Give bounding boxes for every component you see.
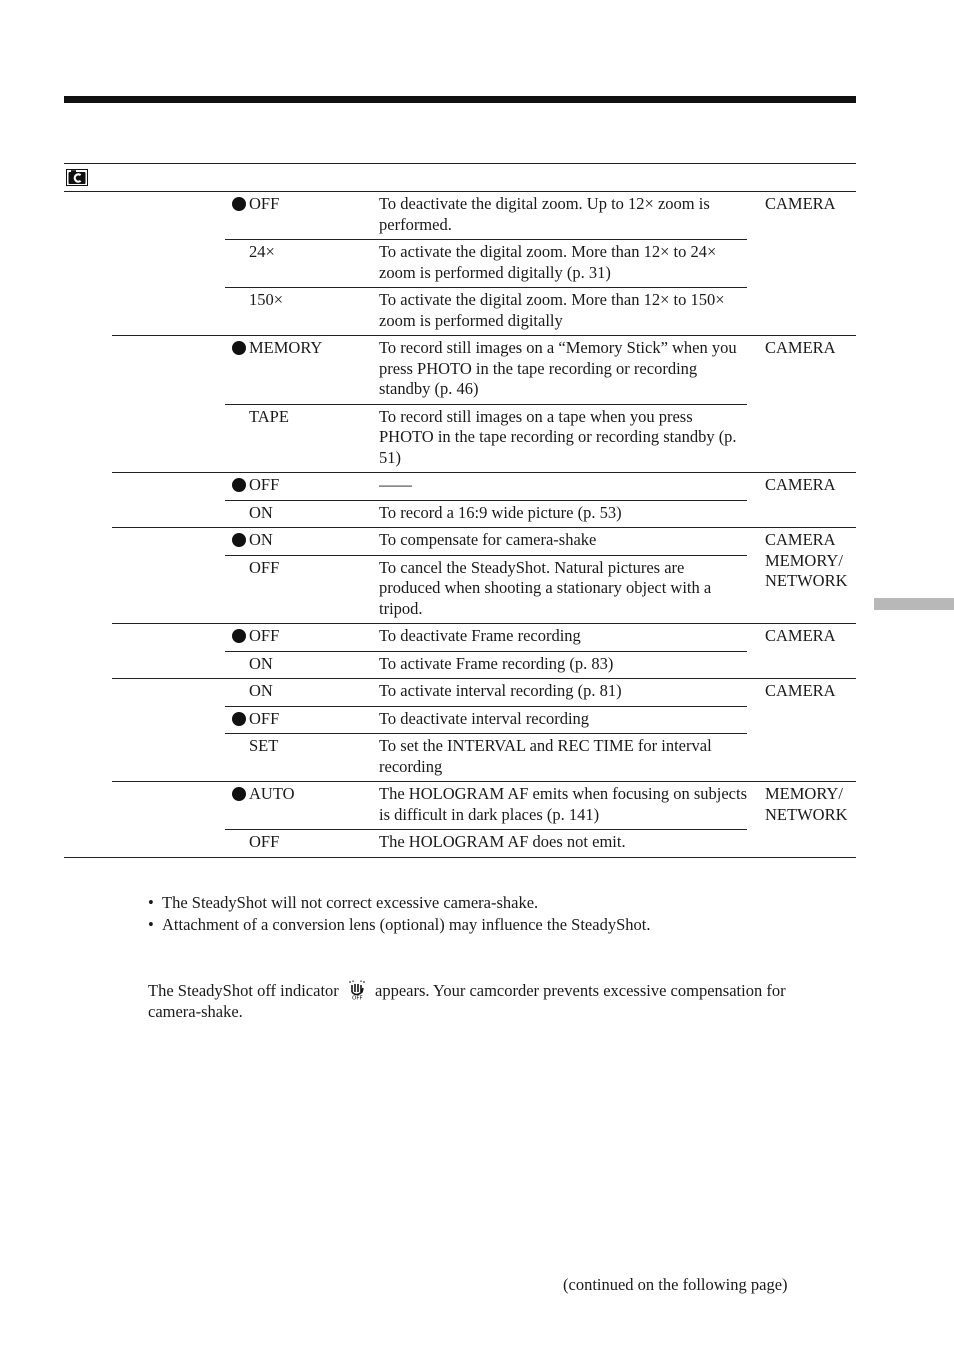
default-setting-dot-icon (232, 478, 246, 492)
table-row (225, 239, 747, 287)
setting-value: 24× (249, 242, 275, 261)
meaning-cell: To compensate for camera-shake (379, 530, 597, 549)
default-setting-dot-icon (232, 341, 246, 355)
steadyshot-off-icon (346, 980, 368, 1000)
setting-group (112, 623, 856, 678)
meaning-cell: To activate the digital zoom. More than 12× to 150× zoom is performed digitally (379, 290, 725, 330)
setting-cell (225, 830, 379, 857)
meaning-cell: —— (379, 475, 412, 494)
setting-value: TAPE (249, 406, 289, 426)
mode-cell: CAMERA MEMORY/ NETWORK (765, 530, 848, 590)
mode-cell: CAMERA (765, 626, 836, 645)
setting-group (112, 527, 856, 623)
table-row (225, 555, 747, 624)
setting-value: ON (249, 681, 273, 700)
setting-cell (225, 556, 379, 624)
meaning-cell: To deactivate Frame recording (379, 626, 581, 645)
meaning-cell: To record still images on a “Memory Stick” when you press PHOTO in the tape recording or recording standby (p. 46) (379, 338, 737, 398)
table-row (225, 782, 747, 829)
meaning-cell: To activate interval recording (p. 81) (379, 681, 622, 700)
table-row (225, 473, 747, 500)
table-row (225, 500, 747, 528)
table-bottom-rule (64, 857, 856, 858)
paragraph-text-start: The SteadyShot off indicator (148, 981, 339, 1000)
setting-group (64, 192, 856, 335)
meaning-cell: To cancel the SteadyShot. Natural pictures are produced when shooting a stationary object with a tripod. (379, 557, 712, 618)
note-item: • The SteadyShot will not correct excessive camera-shake. (148, 892, 848, 914)
section-tab (874, 598, 954, 610)
table-row (225, 679, 747, 706)
setting-group (112, 335, 856, 472)
table-row (225, 192, 747, 239)
setting-value: ON (249, 530, 273, 549)
setting-value: OFF (249, 475, 280, 494)
setting-group (112, 678, 856, 781)
default-setting-dot-icon (232, 629, 246, 643)
setting-cell (225, 528, 379, 555)
continued-footer: (continued on the following page) (563, 1275, 788, 1294)
setting-cell (225, 473, 379, 500)
setting-cell (225, 782, 379, 829)
table-row (225, 733, 747, 781)
setting-cell (225, 288, 379, 335)
table-row (225, 336, 747, 404)
notes-list (148, 892, 848, 936)
note-item: • Attachment of a conversion lens (optional) may influence the SteadyShot. (148, 914, 848, 936)
setting-cell (225, 624, 379, 651)
table-row (225, 624, 747, 651)
setting-value: OFF (249, 194, 280, 213)
meaning-cell: To deactivate the digital zoom. Up to 12× zoom is performed. (379, 194, 710, 234)
steadyshot-paragraph (148, 980, 788, 1022)
setting-cell (225, 734, 379, 781)
setting-value: SET (249, 736, 279, 755)
default-setting-dot-icon (232, 533, 246, 547)
meaning-cell: The HOLOGRAM AF emits when focusing on subjects is difficult in dark places (p. 141) (379, 784, 748, 824)
table-row (225, 404, 747, 473)
top-rule (64, 96, 856, 103)
mode-cell: MEMORY/ NETWORK (765, 784, 848, 824)
meaning-cell: To set the INTERVAL and REC TIME for interval recording (379, 736, 712, 776)
setting-value: OFF (249, 626, 280, 645)
mode-cell: CAMERA (765, 338, 836, 357)
setting-cell (225, 240, 379, 287)
paragraph-text-end: appears. Your camcorder prevents excessive compensation for camera-shake. (148, 981, 786, 1021)
setting-cell (225, 336, 379, 404)
camera-set-icon (66, 169, 88, 186)
setting-cell (225, 405, 379, 473)
setting-cell (225, 192, 379, 239)
table-row (225, 528, 747, 555)
table-row (225, 651, 747, 679)
mode-cell: CAMERA (765, 475, 836, 494)
setting-group (112, 472, 856, 527)
table-row (225, 287, 747, 335)
camera-settings-table (64, 163, 856, 858)
table-row (225, 829, 747, 857)
table-body (64, 192, 856, 857)
default-setting-dot-icon (232, 197, 246, 211)
setting-group (112, 781, 856, 857)
setting-value: OFF (249, 832, 280, 851)
setting-value: OFF (249, 557, 280, 577)
setting-value: ON (249, 653, 273, 673)
default-setting-dot-icon (232, 712, 246, 726)
setting-cell (225, 679, 379, 706)
meaning-cell: To record still images on a tape when you press PHOTO in the tape recording or recording standby (p. 51) (379, 406, 737, 467)
setting-value: ON (249, 502, 273, 522)
meaning-cell: To record a 16:9 wide picture (p. 53) (379, 502, 622, 522)
meaning-cell: To activate the digital zoom. More than 12× to 24× zoom is performed digitally (p. 31) (379, 242, 717, 282)
setting-value: AUTO (249, 784, 295, 803)
default-setting-dot-icon (232, 787, 246, 801)
setting-value: OFF (249, 708, 280, 728)
mode-cell: CAMERA (765, 194, 836, 213)
meaning-cell: To activate Frame recording (p. 83) (379, 653, 614, 673)
setting-cell (225, 707, 379, 734)
table-header (64, 163, 856, 192)
setting-cell (225, 652, 379, 679)
meaning-cell: The HOLOGRAM AF does not emit. (379, 832, 626, 851)
setting-value: 150× (249, 290, 284, 309)
svg-text:OFF: OFF (351, 995, 363, 1000)
mode-cell: CAMERA (765, 681, 836, 700)
setting-cell (225, 501, 379, 528)
setting-value: MEMORY (249, 338, 323, 357)
meaning-cell: To deactivate interval recording (379, 708, 590, 728)
table-row (225, 706, 747, 734)
